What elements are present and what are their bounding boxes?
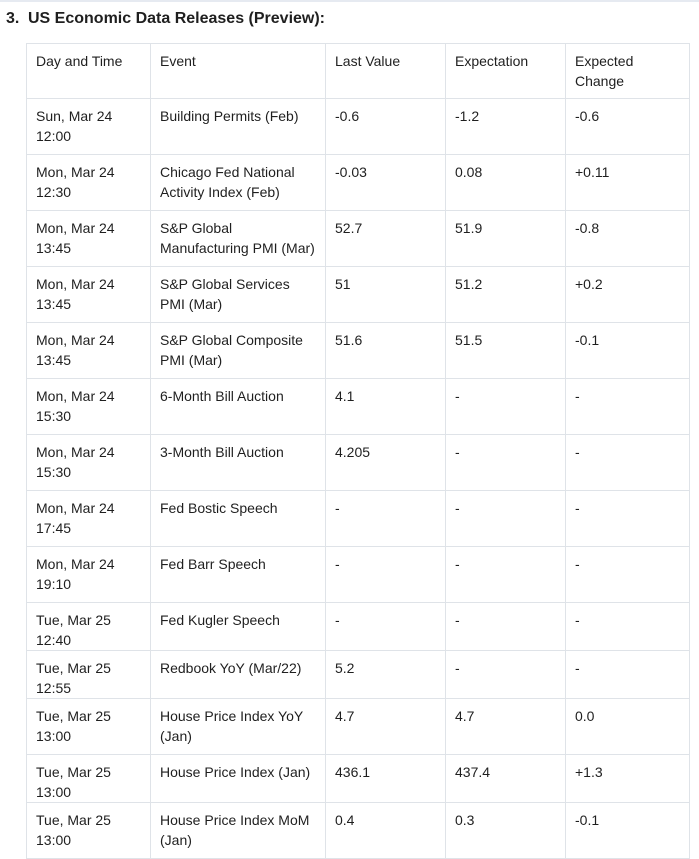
header-day-and-time: Day and Time (27, 44, 151, 99)
section-title: US Economic Data Releases (Preview): (28, 10, 326, 27)
cell-day-time: Sun, Mar 24 12:00 (27, 99, 151, 155)
cell-expected-change: +1.3 (566, 755, 690, 803)
header-expected-change: Expected Change (566, 44, 690, 99)
table-row (27, 435, 690, 491)
economic-data-table (26, 43, 690, 859)
cell-expected-change: +0.11 (566, 155, 690, 211)
cell-day-time: Tue, Mar 25 12:40 (27, 603, 151, 651)
cell-event: House Price Index (Jan) (151, 755, 326, 803)
cell-day-time: Mon, Mar 24 13:45 (27, 211, 151, 267)
cell-last-value: 51 (326, 267, 446, 323)
cell-expected-change: +0.2 (566, 267, 690, 323)
cell-expectation: - (446, 603, 566, 651)
cell-event: Building Permits (Feb) (151, 99, 326, 155)
cell-day-time: Mon, Mar 24 15:30 (27, 379, 151, 435)
cell-last-value: 4.205 (326, 435, 446, 491)
cell-expectation: - (446, 651, 566, 699)
table-header-row (27, 44, 690, 99)
cell-event: 3-Month Bill Auction (151, 435, 326, 491)
table-row (27, 699, 690, 755)
table-row (27, 651, 690, 699)
cell-event: Redbook YoY (Mar/22) (151, 651, 326, 699)
cell-expected-change: 0.0 (566, 699, 690, 755)
cell-expected-change: -0.1 (566, 323, 690, 379)
cell-expected-change: -0.8 (566, 211, 690, 267)
cell-expected-change: - (566, 435, 690, 491)
cell-last-value: -0.03 (326, 155, 446, 211)
cell-expectation: -1.2 (446, 99, 566, 155)
cell-last-value: 4.7 (326, 699, 446, 755)
cell-last-value: - (326, 603, 446, 651)
cell-expectation: - (446, 547, 566, 603)
cell-expected-change: - (566, 603, 690, 651)
cell-expectation: 0.3 (446, 803, 566, 859)
table-row (27, 267, 690, 323)
cell-day-time: Mon, Mar 24 13:45 (27, 323, 151, 379)
cell-last-value: 5.2 (326, 651, 446, 699)
cell-event: 6-Month Bill Auction (151, 379, 326, 435)
cell-expectation: 4.7 (446, 699, 566, 755)
cell-expected-change: -0.6 (566, 99, 690, 155)
cell-expected-change: - (566, 547, 690, 603)
cell-expectation: - (446, 435, 566, 491)
cell-expectation: 51.2 (446, 267, 566, 323)
cell-last-value: -0.6 (326, 99, 446, 155)
cell-expectation: 0.08 (446, 155, 566, 211)
cell-expectation: - (446, 491, 566, 547)
cell-expected-change: - (566, 379, 690, 435)
cell-expectation: 51.5 (446, 323, 566, 379)
cell-expectation: 437.4 (446, 755, 566, 803)
cell-last-value: 4.1 (326, 379, 446, 435)
header-event: Event (151, 44, 326, 99)
cell-expectation: 51.9 (446, 211, 566, 267)
table-row (27, 603, 690, 651)
table-row (27, 211, 690, 267)
cell-expected-change: - (566, 491, 690, 547)
cell-last-value: 52.7 (326, 211, 446, 267)
cell-event: Fed Bostic Speech (151, 491, 326, 547)
cell-day-time: Tue, Mar 25 13:00 (27, 803, 151, 859)
cell-event: Fed Barr Speech (151, 547, 326, 603)
table-row (27, 755, 690, 803)
header-last-value: Last Value (326, 44, 446, 99)
table-row (27, 547, 690, 603)
cell-event: Fed Kugler Speech (151, 603, 326, 651)
cell-event: S&P Global Composite PMI (Mar) (151, 323, 326, 379)
section-number: 3. (6, 10, 20, 27)
cell-day-time: Mon, Mar 24 17:45 (27, 491, 151, 547)
cell-day-time: Mon, Mar 24 12:30 (27, 155, 151, 211)
cell-day-time: Tue, Mar 25 13:00 (27, 699, 151, 755)
table-row (27, 155, 690, 211)
cell-expectation: - (446, 379, 566, 435)
section-heading (6, 9, 325, 29)
cell-day-time: Tue, Mar 25 12:55 (27, 651, 151, 699)
cell-last-value: - (326, 491, 446, 547)
cell-day-time: Tue, Mar 25 13:00 (27, 755, 151, 803)
cell-last-value: - (326, 547, 446, 603)
cell-last-value: 436.1 (326, 755, 446, 803)
table-row (27, 323, 690, 379)
cell-last-value: 51.6 (326, 323, 446, 379)
cell-day-time: Mon, Mar 24 19:10 (27, 547, 151, 603)
cell-event: House Price Index YoY (Jan) (151, 699, 326, 755)
top-divider (0, 0, 699, 2)
cell-expected-change: -0.1 (566, 803, 690, 859)
table-row (27, 99, 690, 155)
cell-event: S&P Global Services PMI (Mar) (151, 267, 326, 323)
cell-day-time: Mon, Mar 24 13:45 (27, 267, 151, 323)
economic-data-table-container (26, 43, 689, 859)
cell-event: House Price Index MoM (Jan) (151, 803, 326, 859)
header-expectation: Expectation (446, 44, 566, 99)
cell-day-time: Mon, Mar 24 15:30 (27, 435, 151, 491)
table-row (27, 379, 690, 435)
cell-last-value: 0.4 (326, 803, 446, 859)
cell-expected-change: - (566, 651, 690, 699)
cell-event: S&P Global Manufacturing PMI (Mar) (151, 211, 326, 267)
cell-event: Chicago Fed National Activity Index (Feb) (151, 155, 326, 211)
table-row (27, 491, 690, 547)
